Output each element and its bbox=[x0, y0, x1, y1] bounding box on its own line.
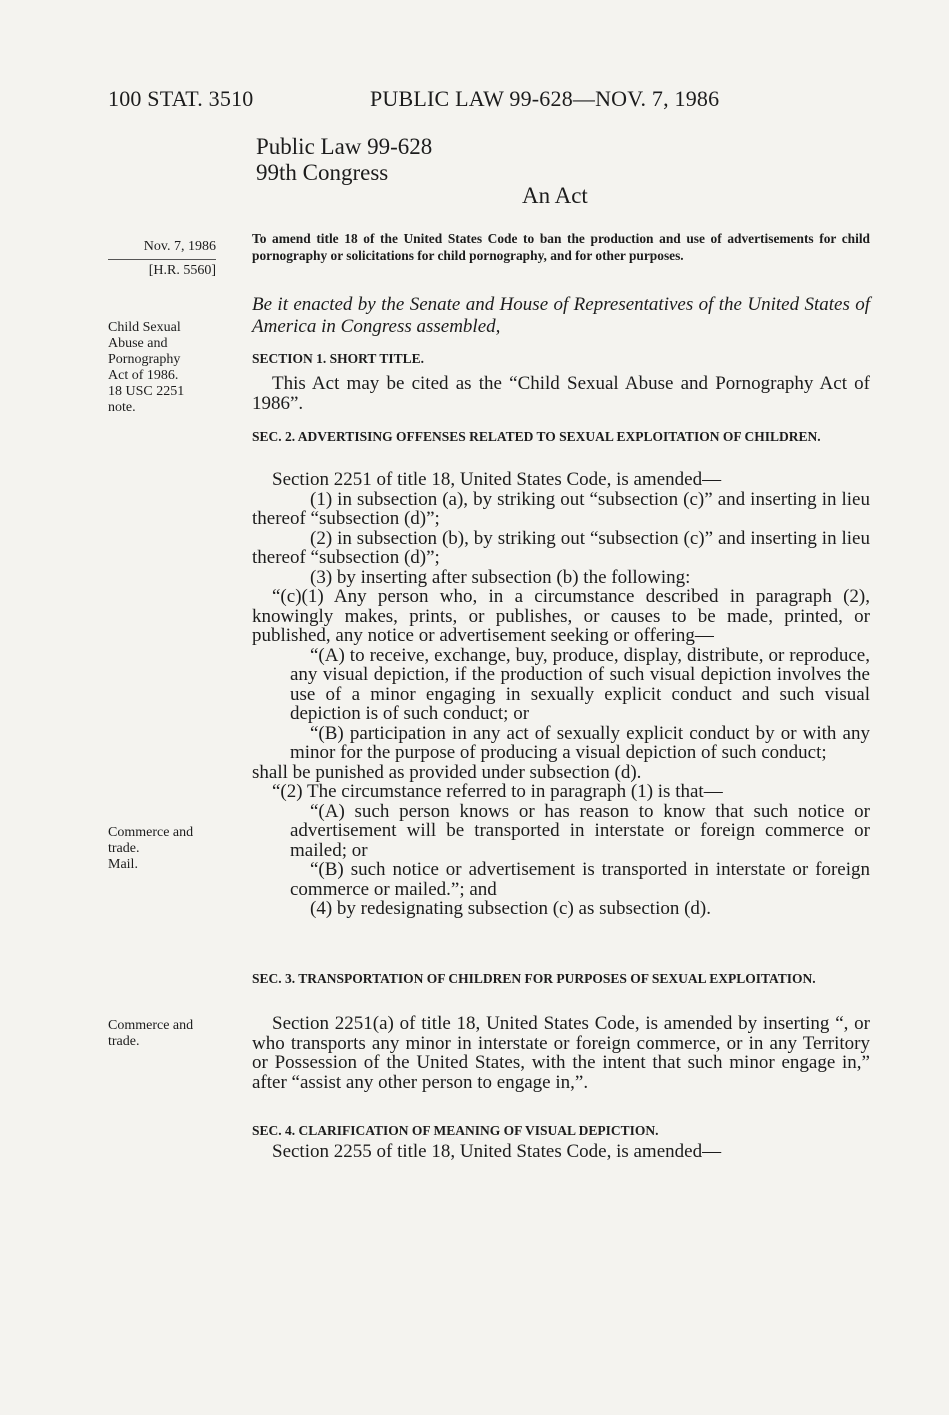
margin-line: Abuse and bbox=[108, 336, 168, 351]
section-1-heading: SECTION 1. SHORT TITLE. bbox=[252, 351, 424, 366]
enacting-clause: Be it enacted by the Senate and House of Representatives of the United States of America in Congress assembled, bbox=[252, 294, 870, 337]
section-number: SEC. 3. bbox=[252, 971, 296, 986]
margin-note-commerce bbox=[108, 1018, 228, 1050]
section-1-text bbox=[252, 374, 870, 413]
subparagraph-c2A: “(A) such person knows or has reason to know that such notice or advertisement will be transported in interstate or foreign commerce or mailed; or bbox=[290, 800, 870, 861]
margin-line: Mail. bbox=[108, 857, 138, 872]
section-1-paragraph: This Act may be cited as the “Child Sexual Abuse and Pornography Act of 1986”. bbox=[252, 373, 870, 414]
section-3-heading bbox=[252, 970, 949, 987]
subparagraph-c1B: “(B) participation in any act of sexually explicit conduct by or with any minor for the purpose of producing a visual depiction of such conduct; bbox=[290, 722, 870, 763]
margin-line: Commerce and bbox=[108, 1018, 194, 1033]
running-head: PUBLIC LAW 99-628—NOV. 7, 1986 bbox=[370, 86, 720, 111]
margin-line: Commerce and bbox=[108, 825, 194, 840]
subsection-c1: “(c)(1) Any person who, in a circumstance described in paragraph (2), knowingly makes, prints, or publishes, or causes to be made, printed, or published, any notice or advertisement seeking or offering— bbox=[252, 586, 870, 646]
section-title: TRANSPORTATION OF CHILDREN FOR PURPOSES OF SEXUAL EXPLOITATION. bbox=[298, 971, 816, 986]
act-heading: An Act bbox=[522, 183, 588, 208]
margin-line: trade. bbox=[108, 841, 140, 856]
section-4-heading: SEC. 4. CLARIFICATION OF MEANING OF VISUAL DEPICTION. bbox=[252, 1123, 659, 1138]
paragraph-1: (1) in subsection (a), by striking out “subsection (c)” and inserting in lieu thereof “subsection (d)”; bbox=[252, 488, 870, 529]
paragraph-3: (3) by inserting after subsection (b) the following: bbox=[310, 566, 691, 588]
section-2-body bbox=[252, 470, 870, 919]
margin-line: Pornography bbox=[108, 352, 181, 367]
margin-line: trade. bbox=[108, 1034, 140, 1049]
paragraph-2: (2) in subsection (b), by striking out “subsection (c)” and inserting in lieu thereof “subsection (d)”; bbox=[252, 527, 870, 568]
congress: 99th Congress bbox=[256, 160, 389, 185]
margin-note-commerce-mail bbox=[108, 825, 228, 873]
section-2-intro: Section 2251 of title 18, United States Code, is amended— bbox=[272, 469, 722, 490]
margin-line: Act of 1986. bbox=[108, 368, 179, 383]
page-citation: 100 STAT. 3510 bbox=[108, 86, 254, 111]
subparagraph-c2B: “(B) such notice or advertisement is transported in interstate or foreign commerce or mailed.”; and bbox=[290, 859, 870, 900]
section-3-body bbox=[252, 1014, 870, 1092]
paragraph-4: (4) by redesignating subsection (c) as subsection (d). bbox=[310, 898, 712, 919]
margin-note-short-title bbox=[108, 320, 228, 416]
subparagraph-c1A: “(A) to receive, exchange, buy, produce, display, distribute, or reproduce, any visual depiction, if the production of such visual depiction involves the use of a minor engaging in sexually explicit conduct and such visual depiction is of such conduct; or bbox=[290, 644, 870, 724]
section-number: SEC. 2. bbox=[252, 429, 296, 444]
section-4-intro: Section 2255 of title 18, United States Code, is amended— bbox=[272, 1141, 722, 1162]
subsection-c1-tail: shall be punished as provided under subsection (d). bbox=[252, 761, 642, 783]
section-4-body bbox=[252, 1142, 870, 1162]
bill-number: [H.R. 5560] bbox=[148, 263, 216, 278]
margin-line: note. bbox=[108, 400, 136, 415]
section-3-paragraph: Section 2251(a) of title 18, United States Code, is amended by inserting “, or who transports any minor in interstate or foreign commerce, or in any Territory or Possession of the United States, with the intent that such minor engage in,” after “assist any other person to engage in,”. bbox=[252, 1013, 870, 1093]
subsection-c2: “(2) The circumstance referred to in paragraph (1) is that— bbox=[272, 781, 723, 802]
margin-line: 18 USC 2251 bbox=[108, 384, 185, 399]
section-2-heading bbox=[252, 428, 949, 445]
margin-line: Child Sexual bbox=[108, 320, 181, 335]
act-purpose: To amend title 18 of the United States Code to ban the production and use of advertisements for child pornography or solicitations for child pornography, and for other purposes. bbox=[252, 231, 870, 263]
law-number: Public Law 99-628 bbox=[256, 134, 433, 159]
section-title: ADVERTISING OFFENSES RELATED TO SEXUAL EXPLOITATION OF CHILDREN. bbox=[297, 429, 821, 444]
enactment-date: Nov. 7, 1986 bbox=[108, 236, 216, 260]
margin-date-block bbox=[108, 236, 216, 281]
